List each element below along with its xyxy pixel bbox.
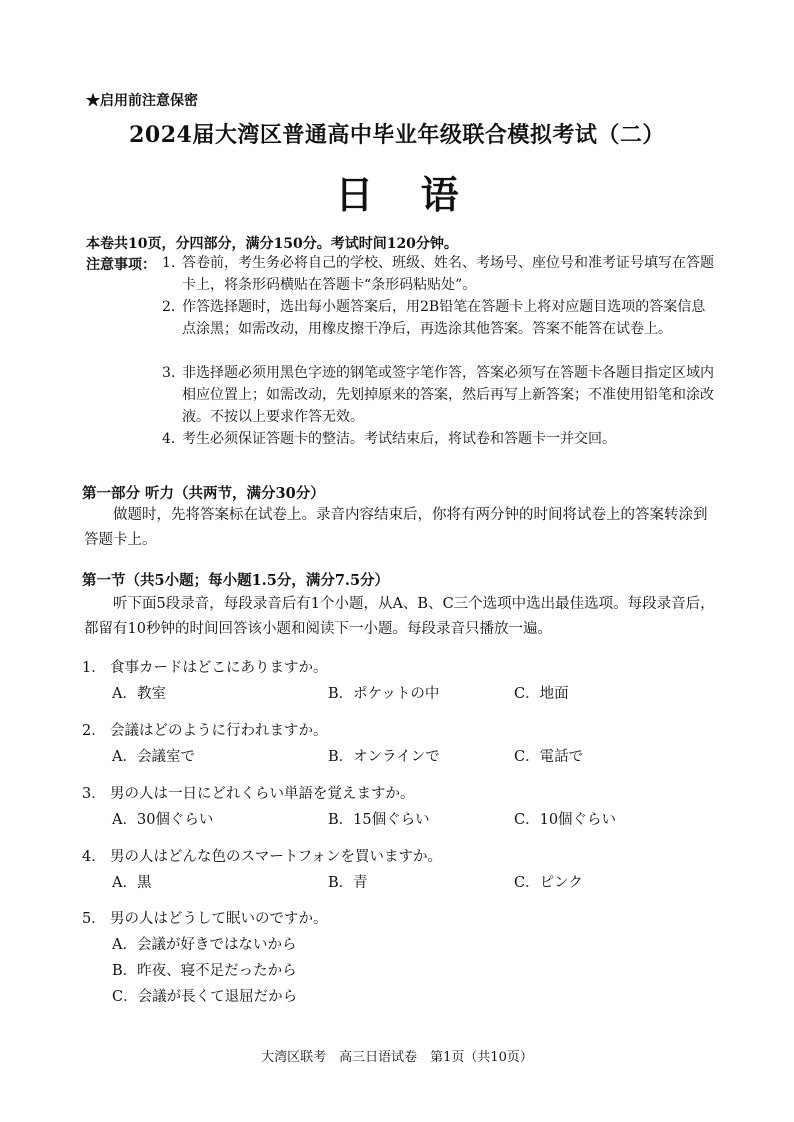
option-a: A．黒 <box>112 875 152 891</box>
part1-heading: 第一部分 听力（共两节，满分30分） <box>82 485 325 502</box>
option-c: C．会議が長くて退屈だから <box>112 989 298 1005</box>
question-number: 3． <box>82 786 106 802</box>
page-footer: 大湾区联考 高三日语试卷 第1页（共10页） <box>261 1050 533 1065</box>
question-text: 食事カードはどこにありますか。 <box>110 660 328 676</box>
note-number: 3. <box>162 365 176 381</box>
note-number: 4. <box>162 431 176 447</box>
option-c: C．10個ぐらい <box>514 812 617 828</box>
question-text: 会議はどのように行われますか。 <box>110 723 328 739</box>
option-a: A．教室 <box>112 686 166 702</box>
note-number: 2. <box>162 299 176 315</box>
option-b: B．ポケットの中 <box>328 686 440 702</box>
option-a: A．会議が好きではないから <box>112 937 297 953</box>
option-c: C．ピンク <box>514 875 583 891</box>
confidential-mark: ★启用前注意保密 <box>86 93 198 109</box>
option-c: C．電話で <box>514 749 584 765</box>
option-a: A．30個ぐらい <box>112 812 214 828</box>
question-number: 4． <box>82 849 106 865</box>
note-item: 考生必须保证答题卡的整洁。考试结束后，将试卷和答题卡一并交回。 <box>182 431 616 447</box>
question-text: 男の人は一日にどれくらい単語を覚えますか。 <box>110 786 415 802</box>
option-b: B．オンラインで <box>328 749 440 765</box>
question-number: 2． <box>82 723 106 739</box>
note-item: 非选择题必须用黑色字迹的钢笔或签字笔作答，答案必须写在答题卡各题目指定区域内相应位置上；如需改动，先划掉原来的答案，然后再写上新答案；不准使用铅笔和涂改液。不按以上要求作答无效。 <box>182 365 714 425</box>
part1-instruction: 做题时，先将答案标在试卷上。录音内容结束后，你将有两分钟的时间将试卷上的答案转涂到答题卡上。 <box>84 507 708 548</box>
option-b: B．青 <box>328 875 368 891</box>
question-text: 男の人はどんな色のスマートフォンを買いますか。 <box>110 849 443 865</box>
question-number: 1． <box>82 660 106 676</box>
option-b: B．昨夜、寝不足だったから <box>112 963 297 979</box>
subject-title: 日 语 <box>335 172 459 217</box>
question-text: 男の人はどうして眠いのですか。 <box>110 911 328 927</box>
notes-label: 注意事项： <box>86 257 156 273</box>
exam-title: 2024届大湾区普通高中毕业年级联合模拟考试（二） <box>129 122 665 148</box>
option-b: B．15個ぐらい <box>328 812 430 828</box>
exam-info: 本卷共10页，分四部分，满分150分。考试时间120分钟。 <box>86 236 458 252</box>
note-item: 作答选择题时，选出每小题答案后，用2B铅笔在答题卡上将对应题目选项的答案信息点涂黑；如需改动，用橡皮擦干净后，再选涂其他答案。答案不能答在试卷上。 <box>182 299 706 337</box>
section1-heading: 第一节（共5小题；每小题1.5分，满分7.5分） <box>82 572 390 589</box>
section1-instruction: 听下面5段录音，每段录音后有1个小题，从A、B、C三个选项中选出最佳选项。每段录音后，都留有10秒钟的时间回答该小题和阅读下一小题。每段录音只播放一遍。 <box>84 596 715 637</box>
option-a: A．会議室で <box>112 749 195 765</box>
option-c: C．地面 <box>514 686 569 702</box>
note-number: 1. <box>162 255 176 271</box>
question-number: 5． <box>82 911 106 927</box>
note-item: 答卷前，考生务必将自己的学校、班级、姓名、考场号、座位号和准考证号填写在答题卡上，将条形码横贴在答题卡“条形码粘贴处”。 <box>182 255 714 293</box>
